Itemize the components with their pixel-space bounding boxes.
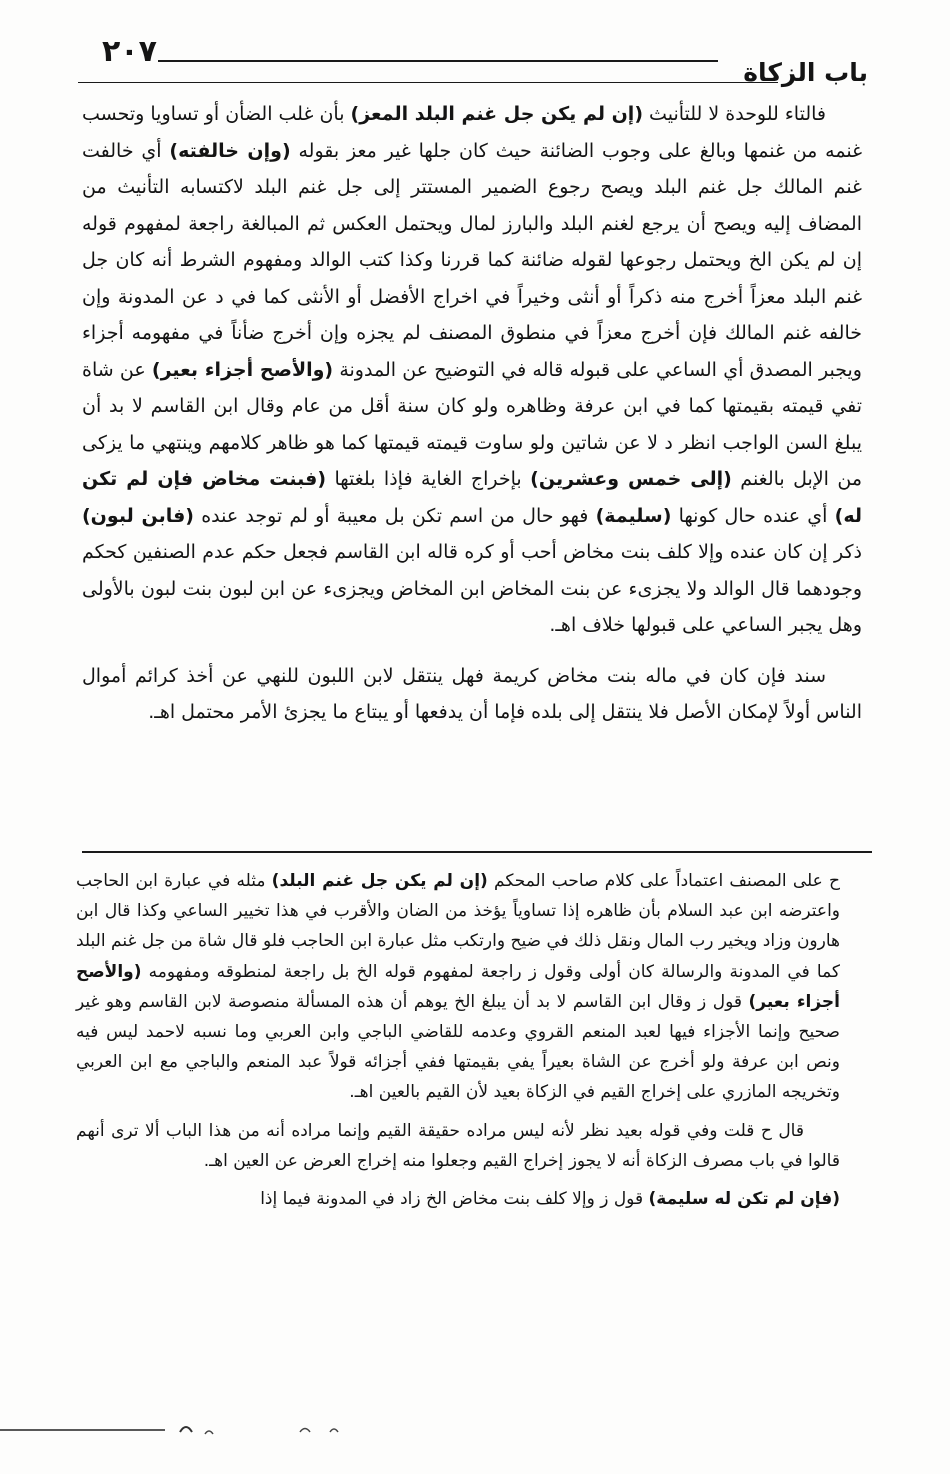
bold-term: (سليمة) bbox=[595, 504, 672, 527]
main-text bbox=[82, 96, 862, 731]
bold-term: (والأصح أجزاء بعير) bbox=[151, 358, 334, 381]
text-run: مثله في عبارة ابن الحاجب واعترضه ابن عبد السلام بأن ظاهره إذا تساوياً يؤخذ من الضان والأقرب في هذا تخيير الساعي وكذا قال ابن هارون وزاد ويخير رب المال ونقل ذلك في ضيح وارتكب مثل عبارة ابن الحاجب فلو قال شاة من جل غنم البلد كما في المدونة والرسالة كان أولى وقول ز راجعة لمفهوم قوله الخ بل راجعة لمنطوقه ومفهومه bbox=[76, 871, 840, 982]
main-paragraph-1 bbox=[82, 96, 862, 644]
footnote-paragraph-1 bbox=[76, 866, 840, 1108]
bold-term: (والأصح أجزاء بعير) bbox=[76, 961, 840, 1012]
text-run: فهو حال من اسم تكن بل معيبة أو لم توجد عنده bbox=[193, 504, 596, 527]
running-title: باب الزكاة bbox=[743, 58, 868, 87]
text-run: فالتاء للوحدة لا للتأنيث bbox=[643, 103, 826, 125]
text-run: بإخراج الغاية فإذا بلغتها bbox=[326, 468, 531, 490]
text-run: بأن غلب الضأن أو تساويا وتحسب غنمه من غنمها وبالغ على وجوب الضائنة حيث كان جلها غير معز بقوله bbox=[82, 103, 863, 162]
footnote-paragraph-2 bbox=[76, 1116, 840, 1176]
text-run: قول ز وإلا كلف بنت مخاض الخ زاد في المدونة فيما إذا bbox=[260, 1189, 649, 1210]
footnotes bbox=[76, 866, 840, 1214]
text-run: ذكر إن كان عنده وإلا كلف بنت مخاض أحب أو كره قاله ابن القاسم فجعل حكم عدم الصنفين كحكم وجودهما قال الوالد ولا يجزىء عن بنت المخاض ابن المخاض ويجزىء عن ابن لبون بنت لبون بالأولى وهل يجبر الساعي على قبولها خلاف اهـ. bbox=[82, 541, 862, 636]
text-run: ح على المصنف اعتماداً على كلام صاحب المحكم bbox=[487, 871, 841, 891]
footnote-paragraph-3 bbox=[76, 1184, 840, 1214]
header-rule bbox=[158, 60, 718, 62]
bold-term: (إلى خمس وعشرين) bbox=[530, 468, 732, 490]
scan-artifact bbox=[0, 1410, 360, 1440]
page-number: ٢٠٧ bbox=[102, 34, 157, 69]
header-underline bbox=[78, 82, 778, 83]
footnote-separator bbox=[82, 851, 872, 853]
bold-term: (وإن خالفته) bbox=[169, 139, 291, 162]
bold-term: (فابن لبون) bbox=[82, 504, 194, 527]
bold-term: (إن لم يكن جل غنم البلد المعز) bbox=[350, 103, 644, 125]
text-run: قول ز وقال ابن القاسم لا بد أن يبلغ الخ يوهم أن هذه المسألة منصوصة لابن القاسم وهو غير صحيح وإنما الأجزاء فيها لعبد المنعم القروي وعدمه للقاضي الباجي وابن العربي وما نسبه لاحمد ليس فيه ونص ابن عرفة ولو أخرج عن الشاة بعيراً يفي بقيمتها ففي أجزائه قولاً عبد المنعم والباجي مع ابن العربي وتخريجه المازري على إخراج القيم في الزكاة بعيد لأن القيم بالعين اهـ. bbox=[76, 991, 840, 1103]
main-paragraph-2 bbox=[82, 658, 862, 731]
bold-term: (فإن لم تكن له سليمة) bbox=[648, 1189, 840, 1210]
bold-term: (إن لم يكن جل غنم البلد) bbox=[271, 871, 488, 891]
text-run: أي خالفت غنم المالك جل غنم البلد ويصح رجوع الضمير المستتر إلى جل غنم البلد لاكتسابه التأنيث من المضاف إليه ويصح أن يرجع لغنم البلد والبارز لمال ويحتمل العكس ثم المبالغة راجعة لمفهوم قوله إن لم يكن الخ ويحتمل رجوعها لقوله ضائنة كما قررنا وكذا كتب الوالد ومفهوم الشرط أنه كان جل غنم البلد معزاً أخرج منه ذكراً أو أنثى وخيراً في اخراج الأفضل أو الأنثى كما في د عن المدونة وإن خالفه غنم المالك فإن أخرج معزاً في منطوق المصنف لم يجزه وإن أخرج ضأناً في مفهومه أجزاء ويجبر المصدق أي الساعي على قبوله قاله في التوضيح عن المدونة bbox=[82, 139, 862, 381]
text-run: أي عنده حال كونها bbox=[671, 504, 835, 527]
text-run: قال ح قلت وفي قوله بعيد نظر لأنه ليس مراده حقيقة القيم وإنما مراده أنه من هذا الباب ألا ترى أنهم قالوا في باب مصرف الزكاة أنه لا يجوز إخراج القيم وجعلوا منه إخراج العرض عن العين اهـ. bbox=[76, 1120, 840, 1171]
text-run: عن شاة تفي قيمته بقيمتها كما في ابن عرفة وظاهره ولو كان سنة أقل من عام وقال ابن القاسم لا بد أن يبلغ السن الواجب انظر د لا عن شاتين ولو ساوت قيمته قيمتها كما هو ظاهر كلامهم وينتهي ما يزكى من الإبل بالغنم bbox=[82, 358, 863, 490]
bold-term: (فبنت مخاض فإن لم تكن له) bbox=[82, 468, 862, 527]
text-run: سند فإن كان في ماله بنت مخاض كريمة فهل ينتقل لابن اللبون للنهي عن أخذ كرائم أموال الناس أولاً لإمكان الأصل فلا ينتقل إلى بلده فإما أن يدفعها أو يبتاع ما يجزئ الأمر محتمل اهـ. bbox=[82, 664, 862, 723]
page-header bbox=[78, 28, 878, 88]
